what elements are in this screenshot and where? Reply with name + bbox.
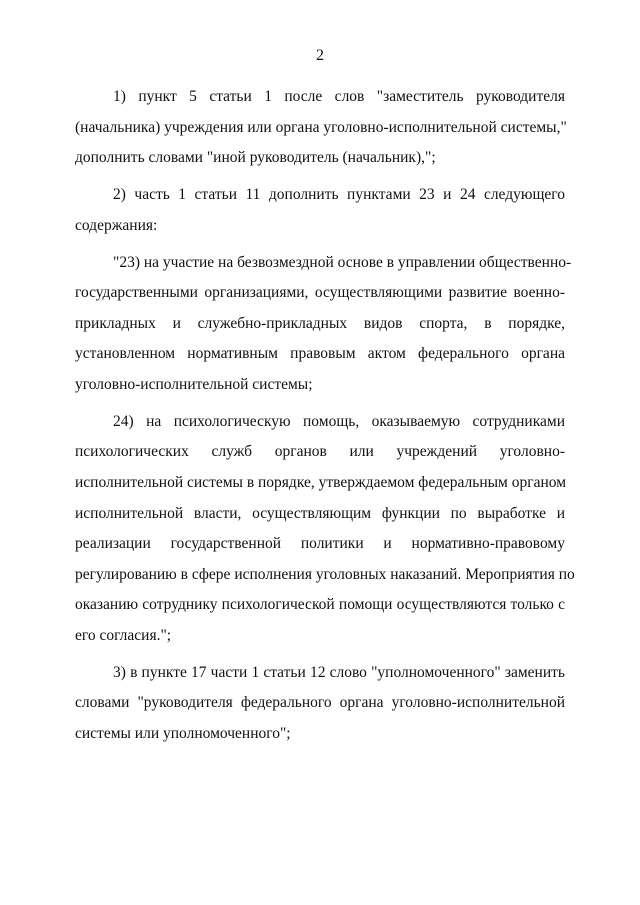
paragraph-item-1 bbox=[75, 82, 565, 174]
paragraph-point-24 bbox=[75, 407, 575, 652]
text-line: уголовно-исполнительной системы; bbox=[75, 375, 313, 393]
text-line: 3) в пункте 17 части 1 статьи 12 слово "уполномоченного" заменить bbox=[113, 663, 565, 681]
text-line: 1) пункт 5 статьи 1 после слов "заместитель руководителя bbox=[113, 88, 565, 105]
text-line: исполнительной власти, осуществляющим функции по выработке и bbox=[75, 504, 565, 522]
text-line: содержания: bbox=[75, 216, 158, 234]
text-line: 24) на психологическую помощь, оказываемую сотрудниками bbox=[113, 412, 565, 430]
text-line: словами "руководителя федерального органа уголовно-исполнительной bbox=[75, 694, 565, 712]
paragraph-item-2 bbox=[75, 180, 565, 241]
page-number: 2 bbox=[316, 47, 324, 64]
text-line: государственными организациями, осуществляющими развитие военно- bbox=[75, 284, 565, 302]
document-body bbox=[75, 82, 575, 756]
text-line: регулированию в сфере исполнения уголовных наказаний. Мероприятия по bbox=[75, 565, 575, 583]
text-line: прикладных и служебно-прикладных видов спорта, в порядке, bbox=[75, 314, 565, 332]
text-line: исполнительной системы в порядке, утверждаемом федеральным органом bbox=[75, 474, 567, 492]
paragraph-item-3 bbox=[75, 658, 565, 750]
text-line: психологических служб органов или учреждений уголовно- bbox=[75, 443, 565, 461]
text-line: 2) часть 1 статьи 11 дополнить пунктами 23 и 24 следующего bbox=[113, 186, 565, 204]
text-line: установленном нормативным правовым актом федерального органа bbox=[75, 345, 565, 363]
text-line: дополнить словами "иной руководитель (начальник),"; bbox=[75, 149, 436, 167]
text-line: системы или уполномоченного"; bbox=[75, 725, 291, 743]
text-line: "23) на участие на безвозмездной основе в управлении общественно- bbox=[113, 253, 572, 271]
paragraph-point-23 bbox=[75, 248, 572, 401]
text-line: (начальника) учреждения или органа уголовно-исполнительной системы," bbox=[75, 118, 567, 136]
text-line: его согласия."; bbox=[75, 626, 172, 644]
text-line: реализации государственной политики и нормативно-правовому bbox=[75, 535, 565, 553]
text-line: оказанию сотруднику психологической помощи осуществляются только с bbox=[75, 596, 565, 614]
